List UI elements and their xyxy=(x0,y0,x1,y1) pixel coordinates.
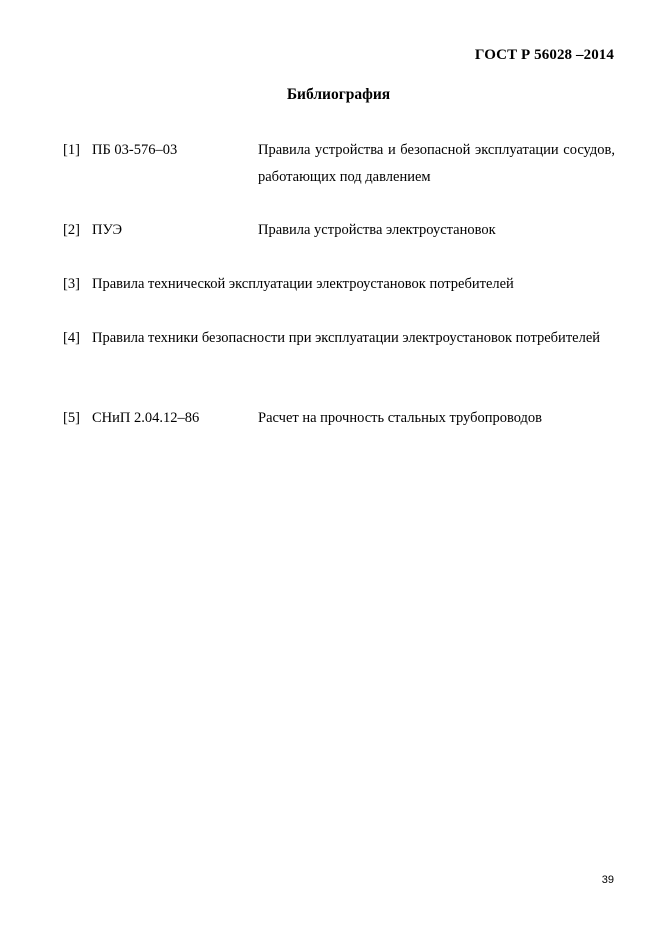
page-number: 39 xyxy=(601,874,614,886)
section-title: Библиография xyxy=(286,86,391,103)
entry-title: Правила устройства и безопасной эксплуатации сосудов, работающих под давлением xyxy=(258,142,615,185)
entry-code: СНиП 2.04.12–86 xyxy=(92,410,200,426)
entry-number: [1] xyxy=(63,142,80,158)
entry-code: ПБ 03-576–03 xyxy=(92,142,178,158)
entry-number: [4] xyxy=(63,330,80,346)
entry-title: Расчет на прочность стальных трубопроводов xyxy=(258,410,543,426)
entry-title: Правила устройства электроустановок xyxy=(258,222,496,238)
entry-number: [3] xyxy=(63,276,80,292)
entry-number: [2] xyxy=(63,222,80,238)
entry-code: ПУЭ xyxy=(92,222,123,238)
entry-title: Правила техники безопасности при эксплуатации электроустановок потребителей xyxy=(92,330,601,346)
entry-number: [5] xyxy=(63,410,80,426)
document-code: ГОСТ Р 56028 –2014 xyxy=(474,47,614,63)
entry-title: Правила технической эксплуатации электроустановок потребителей xyxy=(92,276,514,292)
